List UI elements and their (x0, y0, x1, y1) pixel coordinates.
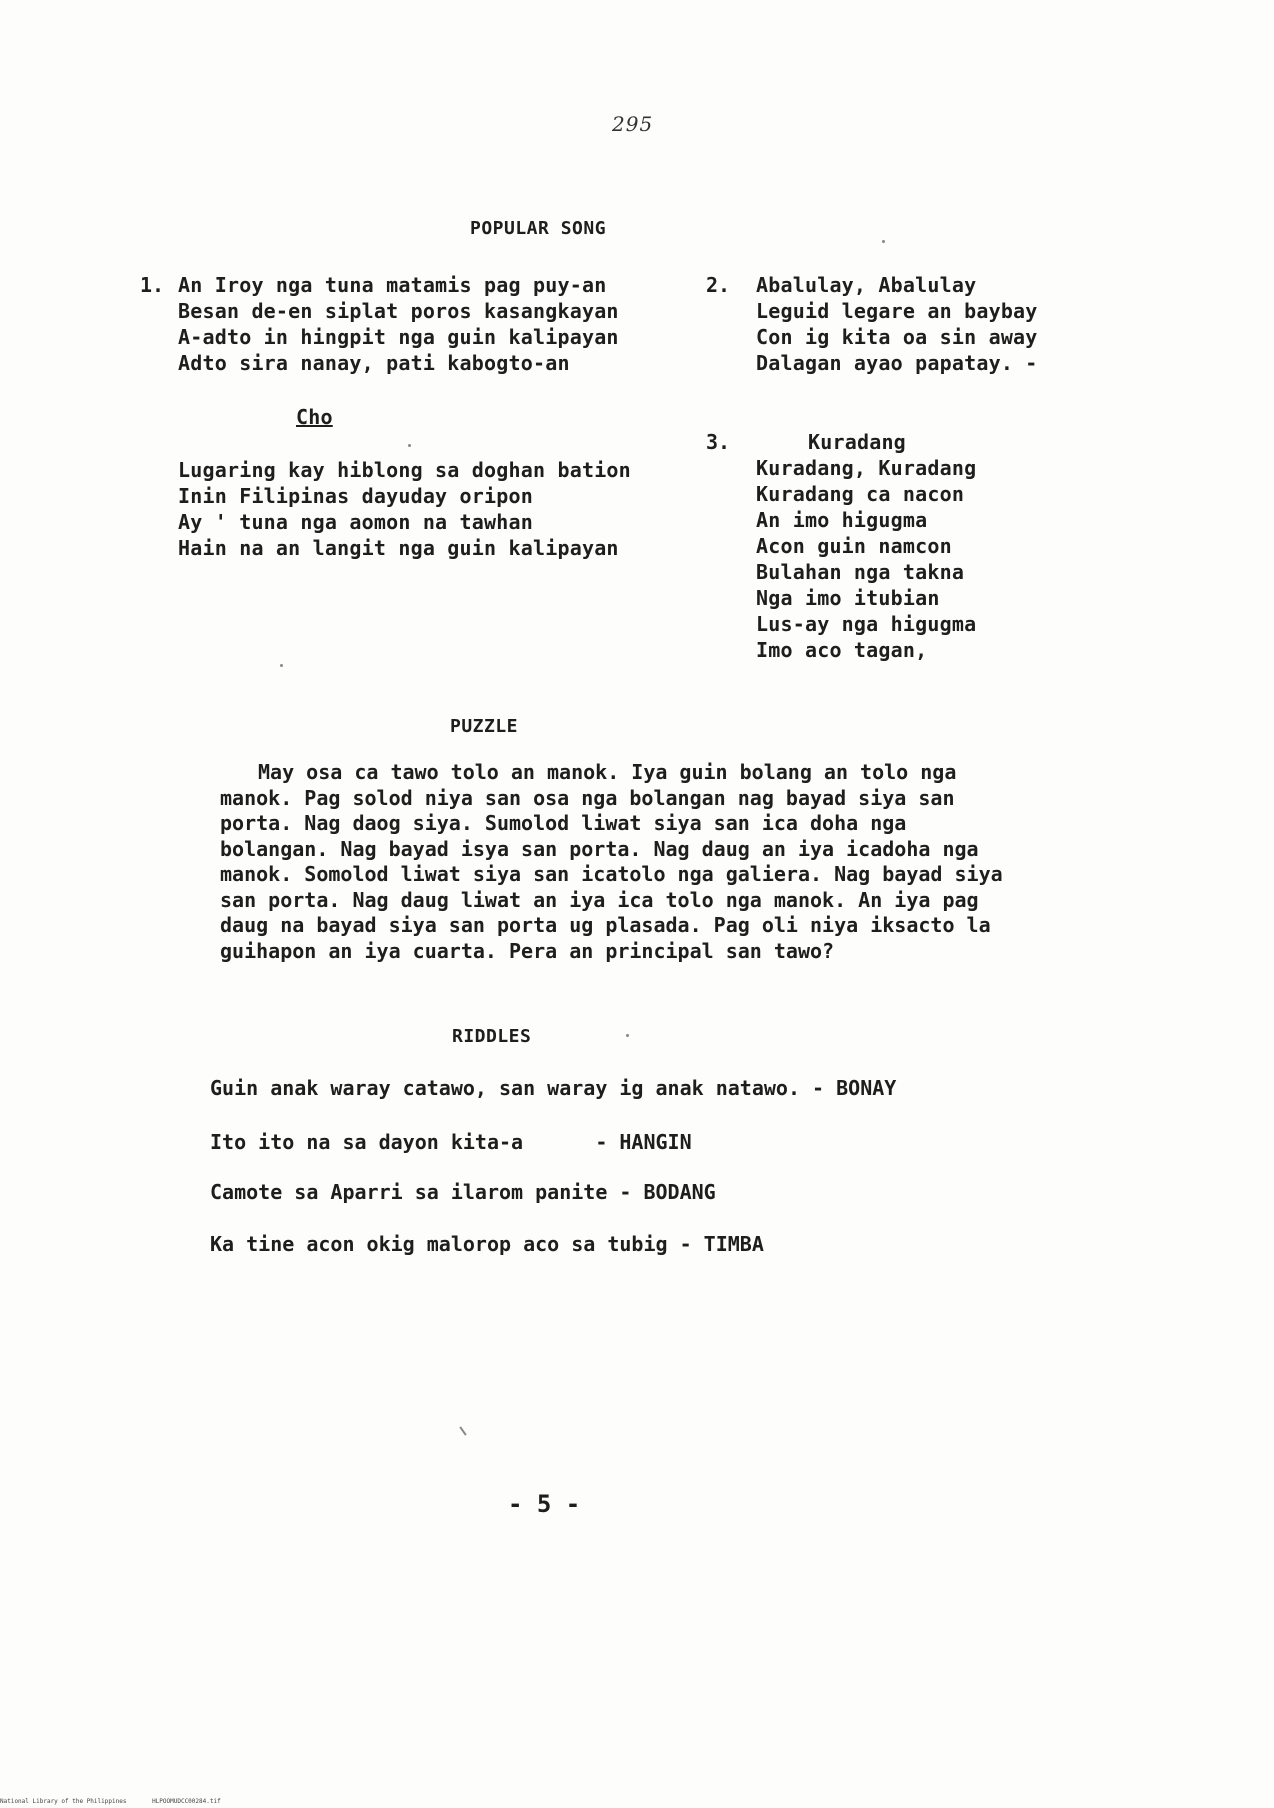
verse1-line: An Iroy nga tuna matamis pag puy-an (178, 273, 607, 297)
verse2-line: Leguid legare an baybay (756, 299, 1038, 323)
riddle-item: Ito ito na sa dayon kita-a - HANGIN (210, 1130, 692, 1154)
scan-speck (280, 664, 283, 667)
scan-speck (882, 240, 885, 243)
chorus-line: Hain na an langit nga guin kalipayan (178, 536, 619, 560)
verse3-line: Acon guin namcon (756, 534, 952, 558)
verse3-line: Lus-ay nga higugma (756, 612, 977, 636)
verse1-number: 1. (140, 273, 165, 297)
verse2-line: Dalagan ayao papatay. - (756, 351, 1038, 375)
puzzle-text: May osa ca tawo tolo an manok. Iya guin bolang an tolo nga manok. Pag solod niya san osa nga bolangan nag bayad siya san porta. Nag daog siya. Sumolod liwat siya san ica doha nga bolangan. Nag bayad isya san porta. Nag daug an iya icadoha nga manok. Somolod liwat siya san icatolo nga galiera. Nag bayad siya san porta. Nag daug liwat an iya ica tolo nga manok. An iya pag daug na bayad siya san porta ug plasada. Pag oli niya iksacto la guihapon an iya cuarta. Pera an principal san tawo? (220, 760, 1003, 963)
page-number: - 5 - (508, 1490, 581, 1518)
riddle-item: Guin anak waray catawo, san waray ig anak natawo. - BONAY (210, 1076, 897, 1100)
verse1-line: A-adto in hingpit nga guin kalipayan (178, 325, 619, 349)
chorus-line: Inin Filipinas dayuday oripon (178, 484, 533, 508)
verse2-line: Con ig kita oa sin away (756, 325, 1038, 349)
verse2-number: 2. (706, 273, 731, 297)
scan-footer (0, 1798, 243, 1805)
scan-speck (459, 1426, 466, 1435)
popular-song-title: POPULAR SONG (470, 218, 607, 239)
verse3-line: Kuradang (808, 430, 906, 454)
riddles-title: RIDDLES (452, 1026, 532, 1047)
page-stamp: 295 (612, 112, 654, 136)
verse3-line: An imo higugma (756, 508, 928, 532)
verse1-line: Adto sira nanay, pati kabogto-an (178, 351, 570, 375)
riddle-item: Ka tine acon okig malorop aco sa tubig - TIMBA (210, 1232, 764, 1256)
chorus-line: Ay ' tuna nga aomon na tawhan (178, 510, 533, 534)
verse3-line: Kuradang ca nacon (756, 482, 965, 506)
verse3-line: Bulahan nga takna (756, 560, 965, 584)
verse3-line: Nga imo itubian (756, 586, 940, 610)
chorus-label: Cho (296, 405, 333, 429)
verse1-line: Besan de-en siplat poros kasangkayan (178, 299, 619, 323)
scan-speck (408, 444, 411, 447)
verse3-line: Imo aco tagan, (756, 638, 928, 662)
verse2-line: Abalulay, Abalulay (756, 273, 977, 297)
puzzle-title: PUZZLE (450, 716, 519, 737)
verse3-line: Kuradang, Kuradang (756, 456, 977, 480)
footer-file-id: HLPOOMUDCC00284.tif (152, 1798, 221, 1805)
scan-speck (626, 1034, 629, 1037)
riddle-item: Camote sa Aparri sa ilarom panite - BODANG (210, 1180, 716, 1204)
footer-institution: National Library of the Philippines (0, 1798, 127, 1805)
chorus-line: Lugaring kay hiblong sa doghan bation (178, 458, 631, 482)
verse3-number: 3. (706, 430, 731, 454)
